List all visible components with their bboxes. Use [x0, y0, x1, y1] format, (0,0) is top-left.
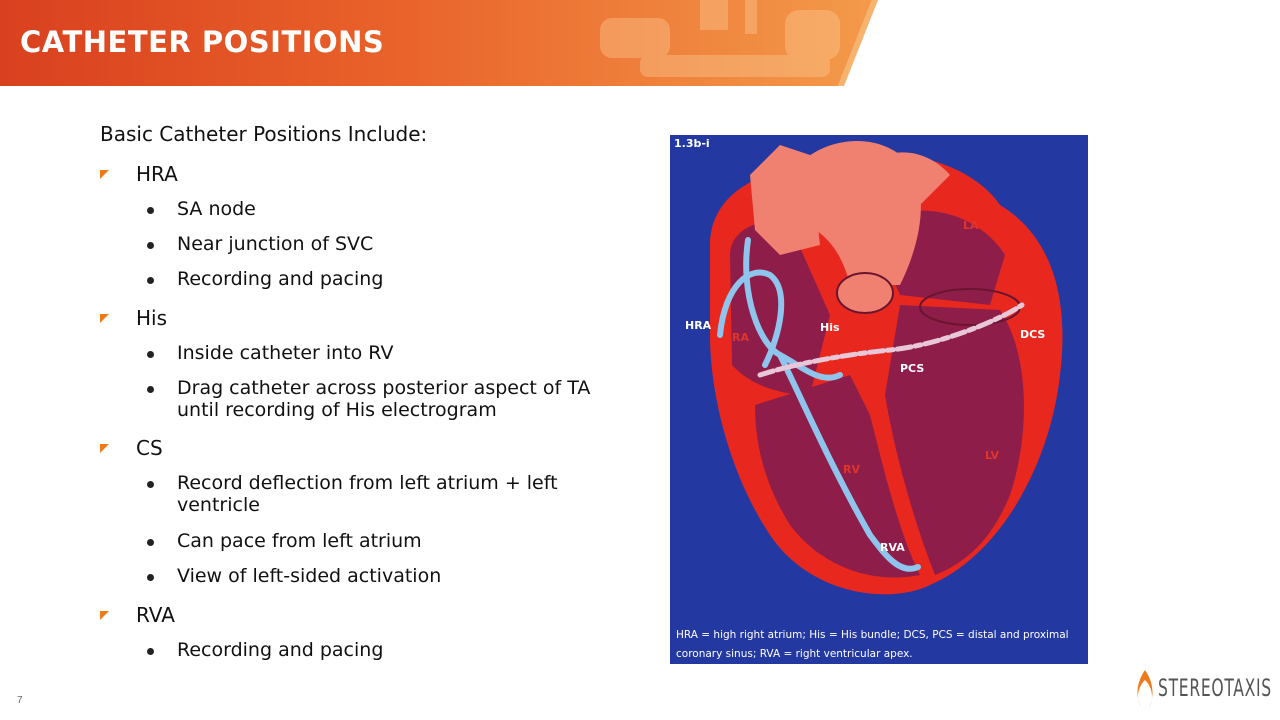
bullet-dot-icon: [147, 207, 154, 214]
label-dcs: DCS: [1020, 328, 1046, 341]
intro-text: Basic Catheter Positions Include:: [100, 122, 428, 146]
page-title: CATHETER POSITIONS: [20, 25, 385, 59]
list-item: Recording and pacing: [177, 639, 384, 661]
label-his: His: [820, 321, 840, 334]
list-item: Recording and pacing: [177, 268, 384, 290]
list-item: Near junction of SVC: [177, 233, 374, 255]
bullet-dot-icon: [147, 351, 154, 358]
list-item: Can pace from left atrium: [177, 530, 422, 552]
list-item: View of left-sided activation: [177, 565, 442, 587]
bullet-dot-icon: [147, 574, 154, 581]
list-item: Drag catheter across posterior aspect of TA until recording of His electrogram: [177, 377, 591, 421]
stereotaxis-logo: [1133, 668, 1273, 712]
bullet-dot-icon: [147, 481, 154, 488]
heart-illustration: [670, 135, 1088, 664]
chamber-la: LA: [963, 219, 979, 232]
label-pcs: PCS: [900, 362, 925, 375]
label-hra: HRA: [685, 319, 712, 332]
arrow-bullet-icon: [100, 314, 109, 323]
list-item: Record deflection from left atrium + left ventricle: [177, 472, 558, 516]
chamber-rv: RV: [843, 463, 860, 476]
figure-caption: HRA = high right atrium; His = His bundle; DCS, PCS = distal and proximal coronary sinus; RVA = right ventricular apex.: [676, 629, 1069, 660]
bullet-dot-icon: [147, 539, 154, 546]
bullet-dot-icon: [147, 386, 154, 393]
bullet-dot-icon: [147, 242, 154, 249]
label-rva: RVA: [880, 541, 905, 554]
logo-text: STEREOTAXIS: [1158, 674, 1272, 702]
section-heading: HRA: [136, 162, 178, 186]
chamber-ra: RA: [732, 331, 749, 344]
bullet-dot-icon: [147, 277, 154, 284]
figure-tag: 1.3b-i: [674, 137, 710, 150]
heart-diagram: [670, 135, 1088, 664]
arrow-bullet-icon: [100, 611, 109, 620]
arrow-bullet-icon: [100, 170, 109, 179]
chamber-lv: LV: [985, 449, 1000, 462]
arrow-bullet-icon: [100, 444, 109, 453]
header-banner: [0, 0, 1280, 86]
bullet-dot-icon: [147, 648, 154, 655]
section-heading: CS: [136, 436, 163, 460]
section-heading: His: [136, 306, 168, 330]
section-heading: RVA: [136, 603, 175, 627]
flame-icon: [1133, 668, 1157, 712]
list-item: SA node: [177, 198, 256, 220]
page-number: 7: [17, 695, 23, 706]
list-item: Inside catheter into RV: [177, 342, 394, 364]
